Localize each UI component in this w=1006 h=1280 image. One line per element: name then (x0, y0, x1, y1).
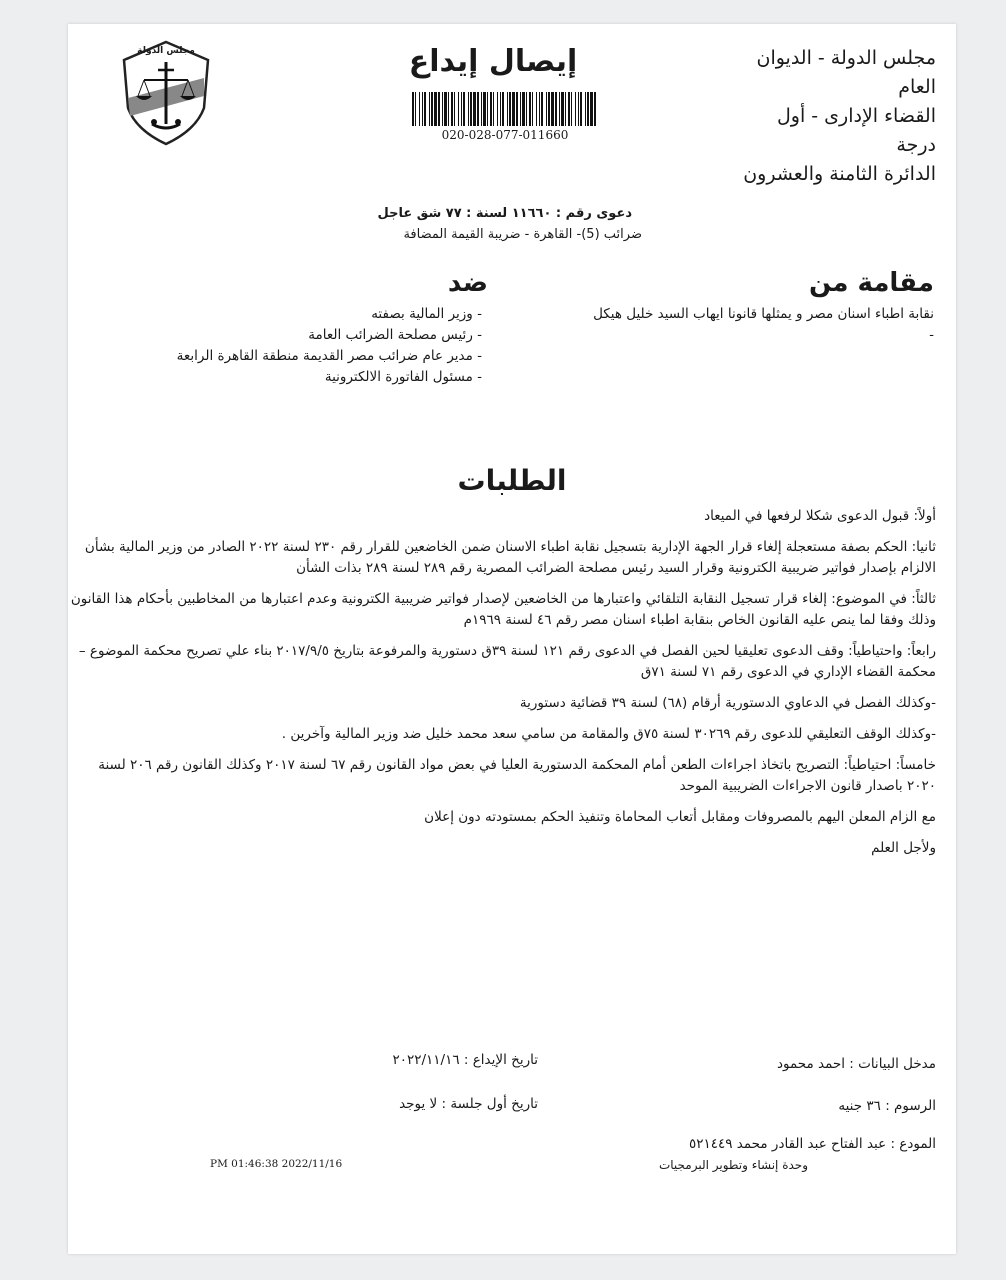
barcode-bar (546, 92, 547, 126)
barcode-bar (502, 92, 504, 126)
barcode-bar (490, 92, 492, 126)
plaintiff-heading: مقامة من (809, 268, 934, 298)
barcode-bar (493, 92, 494, 126)
barcode-bar (438, 92, 440, 126)
receipt-title: إيصال إيداع (408, 44, 578, 79)
barcode-bar (431, 92, 433, 126)
plaintiff-line: نقابة اطباء اسنان مصر و يمثلها قانونا ايهاب السيد خليل هيكل (593, 306, 934, 322)
document-page (68, 24, 956, 1254)
barcode-bar (448, 92, 449, 126)
request-paragraph: أولاً: قبول الدعوى شكلا لرفعها في الميعاد (704, 508, 936, 524)
barcode-bar (522, 92, 525, 126)
barcode-bar (412, 92, 414, 126)
barcode-bar (434, 92, 437, 126)
barcode-bar (454, 92, 455, 126)
barcode-bar (539, 92, 540, 126)
defendant-block (108, 304, 482, 388)
barcode-bar (585, 92, 586, 126)
deposit-date: تاريخ الإيداع : ٢٠٢٢/١١/١٦ (392, 1052, 538, 1068)
barcode-bar (548, 92, 550, 126)
barcode-bar (451, 92, 453, 126)
print-timestamp: PM 01:46:38 2022/11/16 (210, 1158, 343, 1170)
barcode-bar (541, 92, 543, 126)
requests-heading: الطلبات (457, 464, 567, 497)
barcode-bar (461, 92, 462, 126)
barcode-bar (578, 92, 579, 126)
defendant-line: - مسئول الفاتورة الالكترونية (324, 369, 482, 385)
barcode-bar (516, 92, 518, 126)
barcode-bar (468, 92, 469, 126)
barcode-bar (526, 92, 527, 126)
case-subject: ضرائب (5)- القاهرة - ضريبة القيمة المضافة (403, 227, 642, 242)
first-session-date: تاريخ أول جلسة : لا يوجد (399, 1096, 538, 1112)
defendant-line: - وزير المالية بصفته (371, 306, 482, 322)
barcode-bar (509, 92, 511, 126)
barcode-bar (594, 92, 596, 126)
depositor: المودع : عبد الفتاح عبد القادر محمد ٥٢١٤٤٩ (688, 1136, 936, 1152)
request-paragraph: مع الزام المعلن اليهم بالمصروفات ومقابل أتعاب المحاماة وتنفيذ الحكم بمستودته دون إعلان (424, 809, 936, 825)
request-paragraph: رابعاً: واحتياطياً: وقف الدعوى تعليقيا لحين الفصل في الدعوى رقم ١٢١ لسنة ٣٩ق دستورية والمرفوعة بتاريخ ٢٠١٧/٩/٥ بناء علي تصريح محكمة الموضوع – محكمة القضاء الإداري في الدعوى رقم ٧١ لسنة ٧١ق (78, 643, 936, 680)
barcode-bar (551, 92, 554, 126)
case-number: دعوى رقم : ١١٦٦٠ لسنة : ٧٧ شق عاجل (377, 206, 632, 221)
barcode-bar (429, 92, 430, 126)
barcode-bar (529, 92, 531, 126)
barcode-bar (587, 92, 589, 126)
barcode-bar (470, 92, 472, 126)
barcode-bar (561, 92, 564, 126)
defendant-heading: ضد (447, 268, 488, 298)
request-paragraph: ولأجل العلم (871, 840, 936, 856)
org-line: مجلس الدولة - الديوان (756, 47, 936, 69)
barcode-bar (568, 92, 570, 126)
barcode-bar (565, 92, 566, 126)
barcode-bar (575, 92, 576, 126)
software-unit: وحدة إنشاء وتطوير البرمجيات (658, 1158, 808, 1172)
barcode-bar (520, 92, 521, 126)
request-paragraph: خامساً: احتياطياً: التصريح باتخاذ اجراءات الطعن أمام المحكمة الدستورية العليا في بعض مواد القانون رقم ٦٧ لسنة ٢٠١٧ وكذلك القانون رقم ٢٠٦ لسنة ٢٠٢٠ باصدار قانون الاجراءات الضريبية الموحد (98, 757, 936, 794)
plaintiff-line: - (929, 327, 934, 343)
plaintiff-block (514, 304, 934, 346)
logo-label: مجلس الدولة (137, 46, 195, 56)
barcode-bar (424, 92, 426, 126)
data-entry: مدخل البيانات : احمد محمود (776, 1056, 936, 1072)
barcode-bar (532, 92, 533, 126)
barcode-bar (536, 92, 537, 126)
org-line: درجة (896, 134, 936, 156)
barcode-bar (415, 92, 416, 126)
org-line: القضاء الإدارى - أول (776, 105, 936, 127)
defendant-line: - رئيس مصلحة الضرائب العامة (308, 327, 482, 343)
barcode-bar (473, 92, 476, 126)
barcode-bar (500, 92, 501, 126)
barcode-bar (481, 92, 482, 126)
org-line: الدائرة الثامنة والعشرون (743, 163, 936, 185)
barcode-bar (512, 92, 515, 126)
barcode-number: 020-028-077-011660 (441, 128, 569, 142)
request-paragraph: -وكذلك الوقف التعليقي للدعوى رقم ٣٠٢٦٩ لسنة ٧٥ق والمقامة من سامي سعد محمد خليل ضد وزير المالية وآخرين . (281, 726, 936, 742)
barcode-bar (422, 92, 423, 126)
barcode-bar (419, 92, 420, 126)
barcode-bar (463, 92, 465, 126)
council-logo (118, 38, 214, 148)
request-paragraph: -وكذلك الفصل في الدعاوي الدستورية أرقام (٦٨) لسنة ٣٩ قضائية دستورية (519, 695, 936, 711)
barcode-bar (559, 92, 560, 126)
fees: الرسوم : ٣٦ جنيه (838, 1098, 936, 1114)
barcode (410, 92, 600, 128)
request-paragraph: ثانيا: الحكم بصفة مستعجلة إلغاء قرار الجهة الإدارية بتسجيل نقابة اطباء الاسنان ضمن الخاضعين للقرار رقم ٢٣٠ لسنة ٢٠٢٢ الصادر من وزير المالية بشأن الالزام بإصدار فواتير ضريبية الكترونية وقرار السيد رئيس مصلحة الضرائب المصرية رقم ٢٨٩ لسنة ٢٨٩ بذات الشأن (84, 539, 936, 576)
org-header (676, 44, 936, 189)
org-line: العام (898, 76, 936, 98)
barcode-bar (487, 92, 488, 126)
barcode-bar (497, 92, 498, 126)
barcode-bar (580, 92, 582, 126)
defendant-line: - مدير عام ضرائب مصر القديمة منطقة القاهرة الرابعة (176, 348, 482, 364)
barcode-bar (555, 92, 557, 126)
request-paragraph: ثالثاً: في الموضوع: إلغاء قرار تسجيل النقابة التلقائي واعتبارها من الخاضعين لإصدار فواتير ضريبية الكترونية وعدم اعتبارها من المخاطبين بأحكام هذا القانون وذلك وفقا لما ينص عليه القانون الخاص بنقابة اطباء اسنان مصر رقم ٤٦ لسنة ١٩٦٩م (70, 591, 936, 628)
barcode-bar (458, 92, 459, 126)
barcode-bar (442, 92, 443, 126)
barcode-bar (571, 92, 572, 126)
barcode-bar (477, 92, 479, 126)
barcode-bar (590, 92, 593, 126)
barcode-bar (483, 92, 486, 126)
barcode-bar (507, 92, 508, 126)
barcode-bar (444, 92, 447, 126)
requests-body (68, 506, 936, 859)
